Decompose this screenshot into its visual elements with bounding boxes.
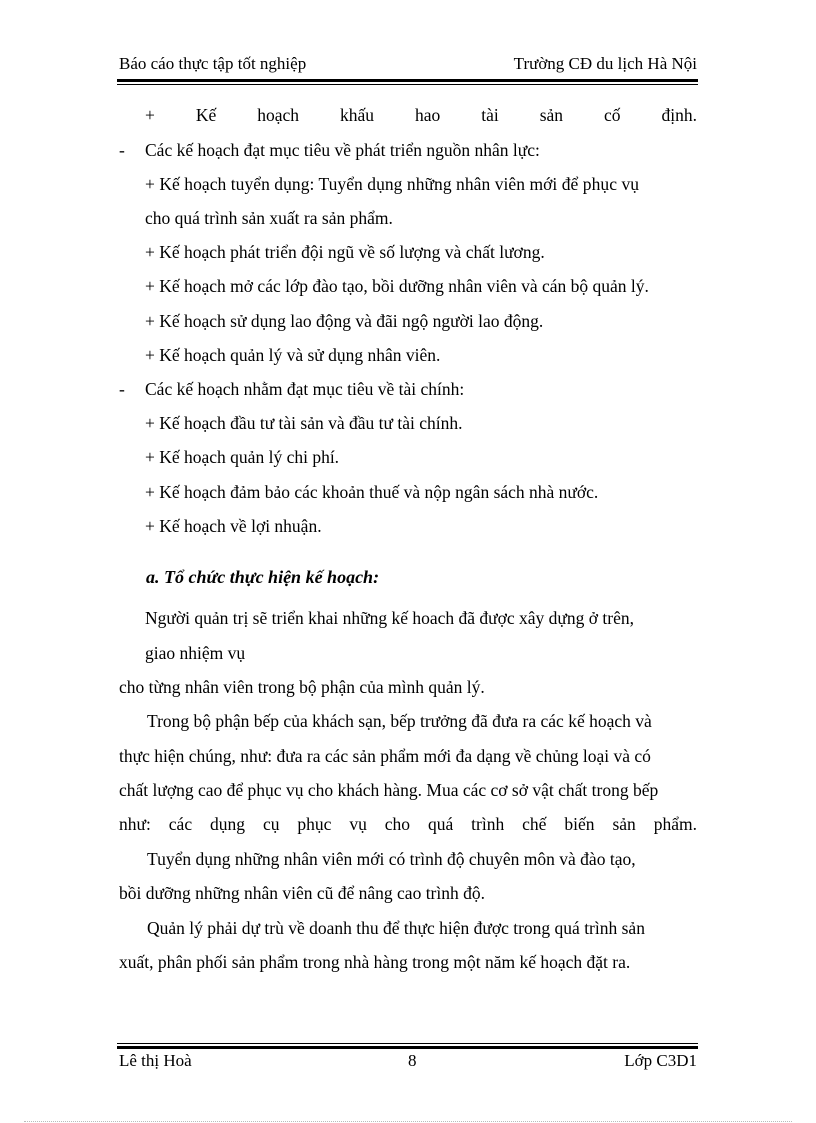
justified-word: cụ <box>262 814 280 834</box>
justified-word: định. <box>661 105 697 125</box>
justified-word: quá <box>427 814 454 834</box>
paragraph-4-line-1: Quản lý phải dự trù về doanh thu để thực hiện được trong quá trình sản <box>147 918 645 938</box>
justified-word: chế <box>522 814 547 834</box>
line-recruitment-plan-cont: cho quá trình sản xuất ra sản phẩm. <box>145 208 393 228</box>
line-investment-plan: + Kế hoạch đầu tư tài sản và đầu tư tài chính. <box>145 413 463 433</box>
justified-word: hoạch <box>257 105 300 125</box>
section-heading: a. Tổ chức thực hiện kế hoạch: <box>146 567 380 587</box>
justified-word: + <box>145 105 155 125</box>
justified-word: cho <box>384 814 411 834</box>
footer-author: Lê thị Hoà <box>119 1051 192 1070</box>
line-cost-management-plan: + Kế hoạch quản lý chi phí. <box>145 447 340 467</box>
paragraph-1-line-2: giao nhiệm vụ <box>145 643 246 663</box>
justified-word: phẩm. <box>653 814 697 834</box>
page-bottom-edge <box>24 1121 792 1122</box>
paragraph-1-line-3: cho từng nhân viên trong bộ phận của mình quản lý. <box>119 677 485 697</box>
bullet-dash: - <box>119 379 125 399</box>
paragraph-4-line-2: xuất, phân phối sản phẩm trong nhà hàng trong một năm kế hoạch đặt ra. <box>119 952 631 972</box>
paragraph-2-line-3: chất lượng cao để phục vụ cho khách hàng. Mua các cơ sở vật chất trong bếp <box>119 780 659 800</box>
bullet-dash: - <box>119 140 125 160</box>
line-training-plan: + Kế hoạch mở các lớp đào tạo, bồi dưỡng nhân viên và cán bộ quản lý. <box>145 276 649 296</box>
header-divider <box>117 79 698 85</box>
justified-word: phục <box>297 814 332 834</box>
justified-word: biến <box>564 814 595 834</box>
paragraph-2-line-1: Trong bộ phận bếp của khách sạn, bếp trưởng đã đưa ra các kế hoạch và <box>147 711 652 731</box>
bullet-hr-goals: Các kế hoạch đạt mục tiêu về phát triển nguồn nhân lực: <box>145 140 540 160</box>
line-profit-plan: + Kế hoạch về lợi nhuận. <box>145 516 322 536</box>
line-staff-development-plan: + Kế hoạch phát triển đội ngũ về số lượng và chất lương. <box>145 242 545 262</box>
justified-word: như: <box>119 814 151 834</box>
justified-word: sản <box>612 814 636 834</box>
page-number: 8 <box>408 1051 417 1070</box>
header-school-name: Trường CĐ du lịch Hà Nội <box>513 54 697 73</box>
justified-word: cố <box>604 105 621 125</box>
justified-word: sản <box>539 105 564 125</box>
justified-word: trình <box>471 814 505 834</box>
justified-word: Kế <box>195 105 217 125</box>
footer-divider <box>117 1043 698 1049</box>
paragraph-3-line-2: bồi dưỡng những nhân viên cũ để nâng cao trình độ. <box>119 883 485 903</box>
line-labor-usage-plan: + Kế hoạch sử dụng lao động và đãi ngộ người lao động. <box>145 311 544 331</box>
line-fixed-asset-depreciation <box>145 105 697 125</box>
justified-word: khấu <box>339 105 375 125</box>
line-staff-management-plan: + Kế hoạch quản lý và sử dụng nhân viên. <box>145 345 441 365</box>
justified-word: hao <box>414 105 441 125</box>
justified-word: vụ <box>349 814 367 834</box>
paragraph-3-line-1: Tuyển dụng những nhân viên mới có trình độ chuyên môn và đào tạo, <box>147 849 636 869</box>
bullet-finance-goals: Các kế hoạch nhằm đạt mục tiêu về tài chính: <box>145 379 465 399</box>
paragraph-2-line-4 <box>119 814 697 834</box>
justified-word: dụng <box>210 814 246 834</box>
paragraph-2-line-2: thực hiện chúng, như: đưa ra các sản phẩm mới đa dạng về chủng loại và có <box>119 746 651 766</box>
justified-word: tài <box>481 105 499 125</box>
line-tax-plan: + Kế hoạch đảm bảo các khoản thuế và nộp ngân sách nhà nước. <box>145 482 599 502</box>
footer-class: Lớp C3D1 <box>624 1051 697 1070</box>
line-recruitment-plan: + Kế hoạch tuyển dụng: Tuyển dụng những nhân viên mới để phục vụ <box>145 174 640 194</box>
justified-word: các <box>168 814 193 834</box>
paragraph-1-line-1: Người quản trị sẽ triển khai những kế hoach đã được xây dựng ở trên, <box>145 608 634 628</box>
header-report-title: Báo cáo thực tập tốt nghiệp <box>119 54 307 73</box>
